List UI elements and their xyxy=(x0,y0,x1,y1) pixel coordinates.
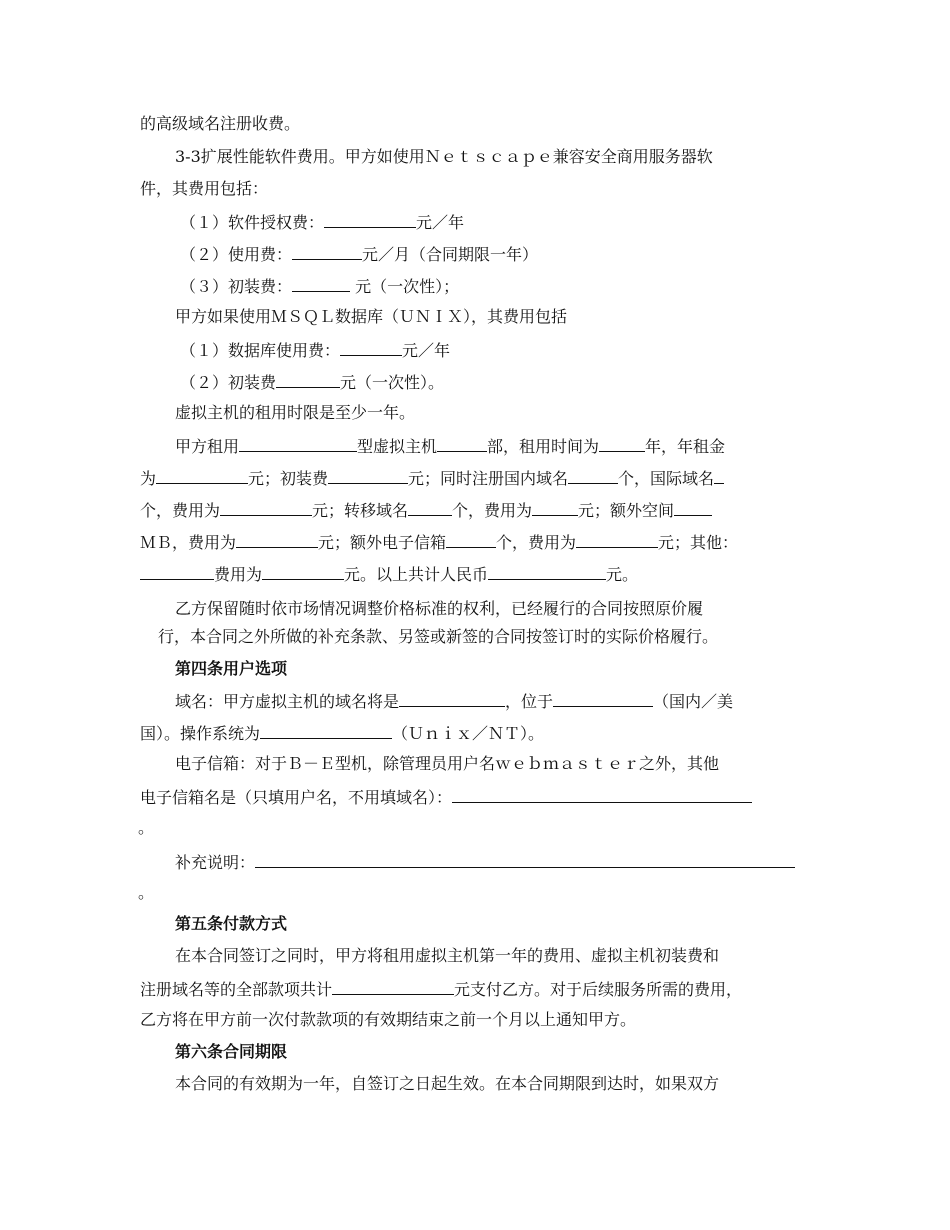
blank-field[interactable] xyxy=(239,435,357,452)
rental-line-5: 费用为 元。以上共计人民币 元。 xyxy=(140,563,638,583)
blank-field[interactable] xyxy=(276,371,340,388)
section-heading-article-5: 第五条付款方式 xyxy=(175,914,288,933)
rental-line-2: 为 元；初装费 元；同时注册国内域名 个，国际域名 xyxy=(140,467,724,487)
blank-field[interactable] xyxy=(236,531,318,548)
blank-field[interactable] xyxy=(452,786,752,803)
blank-field[interactable] xyxy=(332,978,454,995)
rental-line-4: ＭＢ，费用为 元；额外电子信箱 个，费用为 元；其他： xyxy=(140,533,739,552)
blank-field[interactable] xyxy=(714,467,724,484)
blank-field[interactable] xyxy=(599,435,645,452)
payment-line-2: 注册域名等的全部款项共计 元支付乙方。对于后续服务所需的费用， xyxy=(140,980,743,999)
section-heading-article-4: 第四条用户选项 xyxy=(175,659,288,678)
blank-field[interactable] xyxy=(446,531,496,548)
os-option-line: 国）。操作系统为 （Ｕｎｉｘ／ＮＴ）。 xyxy=(140,724,545,743)
paragraph-line: 的高级域名注册收费。 xyxy=(140,114,301,133)
usage-fee-line: （２）使用费： 元／月（合同期限一年） xyxy=(180,245,539,264)
blank-field[interactable] xyxy=(292,275,350,292)
database-setup-fee-line: （２）初装费 元（一次性）。 xyxy=(180,373,445,392)
mailbox-names-line: 电子信箱名是（只填用户名，不用填域名）： xyxy=(140,786,752,806)
blank-field[interactable] xyxy=(408,499,452,516)
blank-field[interactable] xyxy=(220,499,312,516)
blank-field[interactable] xyxy=(488,563,606,580)
paragraph-line: 虚拟主机的租用时限是至少一年。 xyxy=(175,403,416,422)
blank-field[interactable] xyxy=(437,435,487,452)
blank-field[interactable] xyxy=(292,243,362,260)
blank-field[interactable] xyxy=(568,467,618,484)
paragraph-line: 行，本合同之外所做的补充条款、另签或新签的合同按签订时的实际价格履行。 xyxy=(158,627,719,646)
rental-line-3: 个，费用为 元；转移域名 个，费用为 元；额外空间 xyxy=(140,499,712,519)
blank-field[interactable] xyxy=(260,722,392,739)
database-usage-fee-line: （１）数据库使用费： 元／年 xyxy=(180,341,451,360)
blank-field[interactable] xyxy=(674,499,712,516)
payment-line-1: 在本合同签订之同时，甲方将租用虚拟主机第一年的费用、虚拟主机初装费和 xyxy=(175,946,720,965)
paragraph-line: 。 xyxy=(138,883,155,902)
term-line-1: 本合同的有效期为一年，自签订之日起生效。在本合同期限到达时，如果双方 xyxy=(175,1074,720,1093)
paragraph-line: 件，其费用包括： xyxy=(140,179,269,198)
blank-field[interactable] xyxy=(553,690,653,707)
payment-line-3: 乙方将在甲方前一次付款款项的有效期结束之前一个月以上通知甲方。 xyxy=(140,1010,637,1029)
domain-option-line: 域名：甲方虚拟主机的域名将是 ，位于 （国内／美 xyxy=(175,692,734,711)
software-license-fee-line: （１）软件授权费： 元／年 xyxy=(180,213,465,232)
blank-field[interactable] xyxy=(156,467,248,484)
paragraph-line: 。 xyxy=(138,818,155,837)
rental-line-1: 甲方租用 型虚拟主机 部，租用时间为 年，年租金 xyxy=(175,437,726,456)
section-heading-article-6: 第六条合同期限 xyxy=(175,1042,288,1061)
paragraph-line: 乙方保留随时依市场情况调整价格标准的权利，已经履行的合同按照原价履 xyxy=(175,599,704,618)
mailbox-option-line: 电子信箱：对于Ｂ－Ｅ型机，除管理员用户名ｗｅｂｍａｓｔｅｒ之外，其他 xyxy=(175,754,720,773)
clause-3-3-line: 3-3扩展性能软件费用。甲方如使用Ｎｅｔｓｃａｐｅ兼容安全商用服务器软 xyxy=(175,147,713,166)
setup-fee-line: （３）初装费： 元（一次性）； xyxy=(180,277,460,296)
blank-field[interactable] xyxy=(576,531,658,548)
blank-field[interactable] xyxy=(324,211,416,228)
blank-field[interactable] xyxy=(255,851,795,868)
blank-field[interactable] xyxy=(399,690,505,707)
paragraph-line: 甲方如果使用ＭＳＱＬ数据库（ＵＮＩＸ），其费用包括 xyxy=(175,307,568,326)
blank-field[interactable] xyxy=(262,563,344,580)
blank-field[interactable] xyxy=(532,499,578,516)
blank-field[interactable] xyxy=(140,563,214,580)
supplement-line: 补充说明： xyxy=(175,851,795,871)
blank-field[interactable] xyxy=(340,339,402,356)
blank-field[interactable] xyxy=(328,467,408,484)
